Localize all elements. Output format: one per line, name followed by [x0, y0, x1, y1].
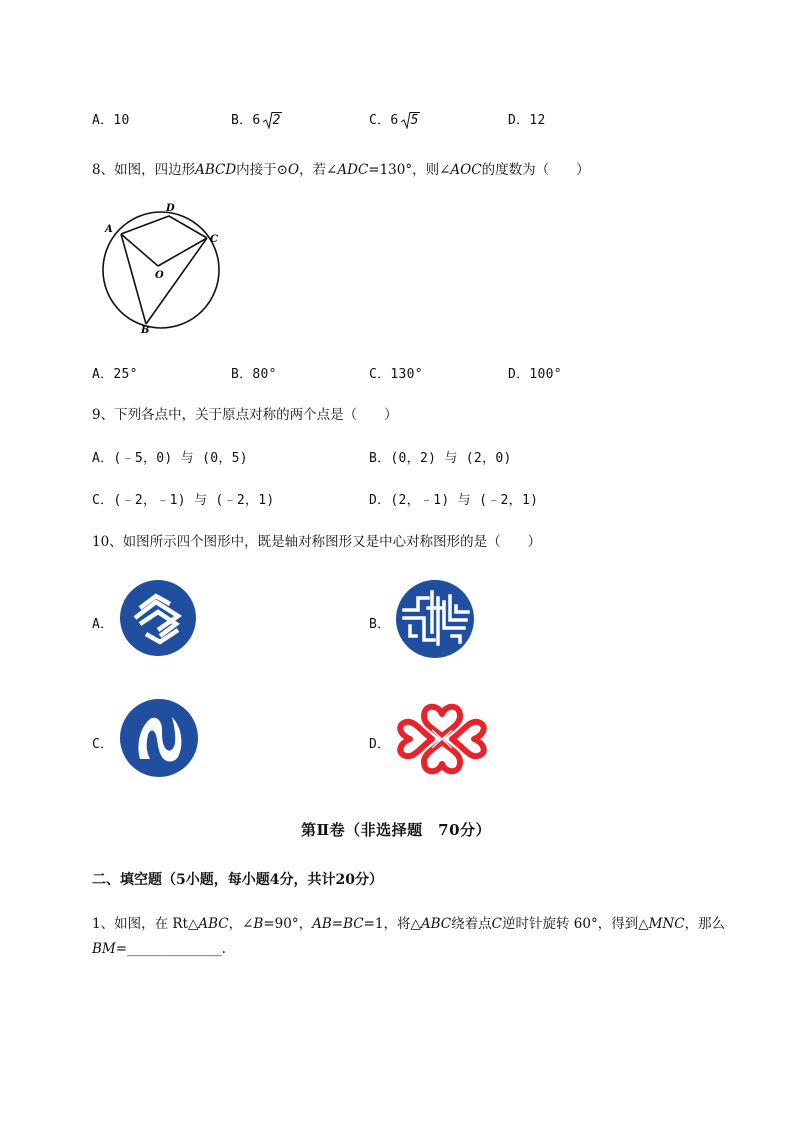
q9-option-b: B．(0，2) 与 (2，0): [369, 451, 512, 466]
q10-stem: 10、如图所示四个图形中，既是轴对称图形又是中心对称图形的是（ ）: [92, 534, 542, 550]
radius-oc: [158, 238, 207, 266]
fill1-text: ，那么: [684, 916, 726, 932]
q8-var: AOC: [450, 162, 482, 178]
section2-heading: 二、填空题（5小题，每小题4分，共计20分）: [92, 872, 383, 888]
sqrt-icon: [263, 113, 282, 128]
label-d: D: [166, 203, 175, 214]
label-a: A: [105, 224, 113, 235]
fill1-var: C: [491, 916, 502, 932]
chord-bc: [146, 238, 207, 324]
q8-var: ADC: [337, 162, 369, 178]
section2-title: 第Ⅱ卷（非选择题 70分）: [301, 821, 492, 839]
fill1-var: ABC: [198, 916, 229, 932]
q10-label-d: D．: [369, 737, 391, 752]
q7-option-d: D．12: [508, 113, 546, 128]
q7-option-c: [369, 109, 420, 128]
fill1-var: AB: [312, 916, 332, 932]
fill1-var: BM: [92, 941, 116, 957]
q7-option-c-prefix: C．6: [369, 113, 399, 128]
label-o: O: [155, 270, 164, 281]
label-c: C: [210, 234, 218, 245]
fill1-text: =90°，: [263, 916, 313, 932]
q9-option-a: A．(﹣5，0) 与 (0，5): [92, 451, 248, 466]
q8-var: O: [287, 162, 300, 178]
q8-option-b: B．80°: [231, 367, 277, 382]
radius-oa: [121, 234, 158, 266]
q8-var: ABCD: [195, 162, 237, 178]
fill1-var: ABC: [420, 916, 452, 932]
q8-option-d: D．100°: [508, 367, 562, 382]
fill1-text: 逆时针旋转 60°，得到△: [501, 916, 649, 932]
fill1-text: =: [331, 916, 344, 932]
fill1-text: .: [221, 941, 226, 957]
fill1-text: =1，将△: [363, 916, 421, 932]
q8-text: 8、如图，四边形: [92, 162, 196, 178]
q10-label-c: C．: [92, 737, 114, 752]
answer-blank[interactable]: ______________: [127, 941, 222, 957]
bank-logo-icon: [394, 578, 476, 660]
china-mobile-logo-icon: [118, 578, 198, 658]
fill1-var: BC: [343, 916, 364, 932]
chord-ab: [121, 234, 146, 324]
q10-label-a: A．: [92, 617, 114, 632]
q8-circle-diagram: [100, 200, 225, 335]
q7-option-b-radicand: 2: [272, 113, 281, 128]
q8-option-c: C．130°: [369, 367, 423, 382]
q10-label-b: B．: [369, 617, 391, 632]
q7-option-c-radicand: 5: [410, 113, 419, 128]
fill1-var: MNC: [648, 916, 685, 932]
n-logo-icon: [118, 697, 200, 779]
q8-text: =130°，则∠: [368, 162, 451, 178]
label-b: B: [141, 325, 150, 335]
fill1-text: 绕着点: [451, 916, 492, 932]
q9-stem: 9、下列各点中，关于原点对称的两个点是（ ）: [92, 407, 398, 423]
fill1-var: B: [253, 916, 264, 932]
q7-option-b: [231, 109, 282, 128]
q8-stem: [92, 158, 590, 178]
q7-option-b-prefix: B．6: [231, 113, 261, 128]
sqrt-icon: [401, 113, 420, 128]
q9-option-c: C．(﹣2，﹣1) 与 (﹣2，1): [92, 493, 275, 508]
q8-text: 内接于⊙: [236, 162, 288, 178]
q9-option-d: D．(2，﹣1) 与 (﹣2，1): [369, 493, 539, 508]
q8-text: ，若∠: [299, 162, 338, 178]
fill1-stem-line1: [92, 912, 725, 932]
q8-option-a: A．25°: [92, 367, 138, 382]
q8-text: 的度数为（ ）: [481, 162, 590, 178]
fill1-text: ，∠: [228, 916, 254, 932]
china-unicom-knot-icon: [392, 700, 492, 778]
fill1-text: 1、如图，在 Rt△: [92, 916, 199, 932]
q7-option-a: A．10: [92, 113, 130, 128]
fill1-text: =: [115, 941, 128, 957]
fill1-stem-line2: [92, 941, 226, 957]
